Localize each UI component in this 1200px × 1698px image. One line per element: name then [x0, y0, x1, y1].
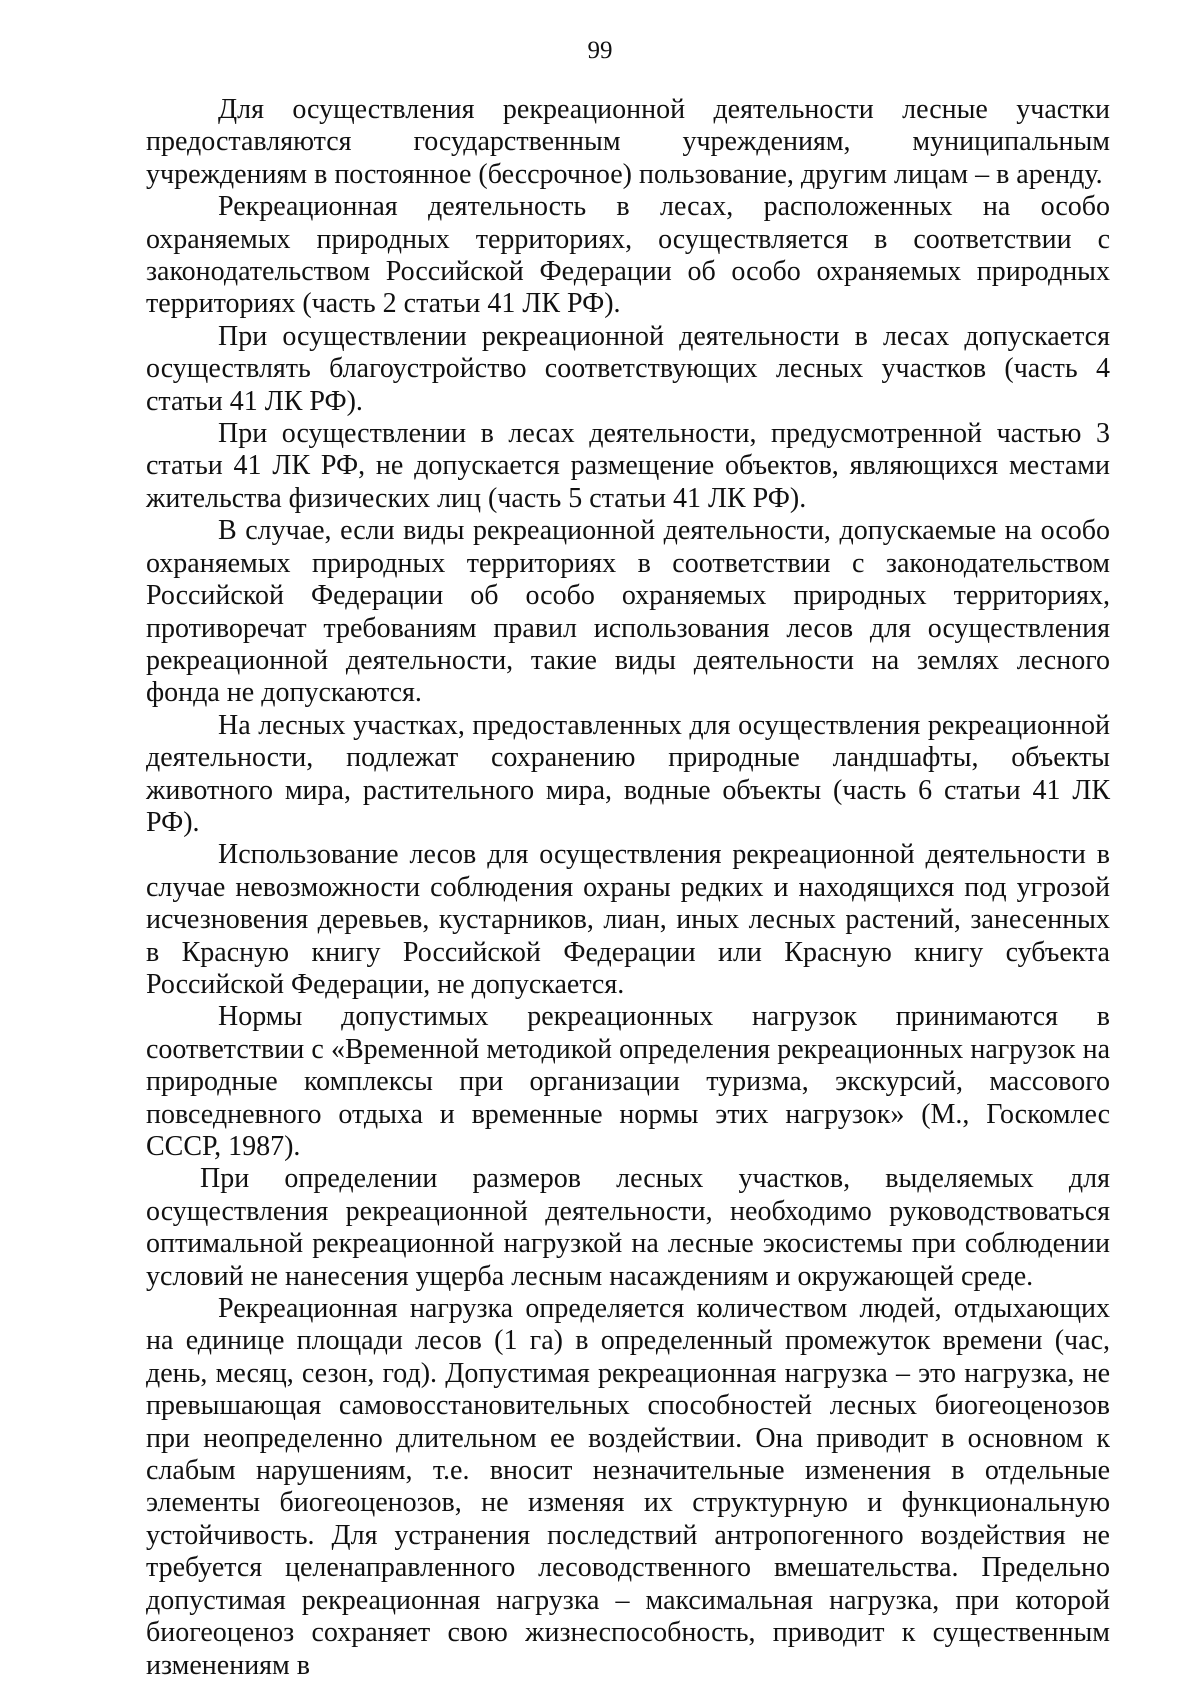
paragraph: Использование лесов для осуществления рекреационной деятельности в случае невозможности соблюдения охраны редких и находящихся под угрозой исчезновения деревьев, кустарников, лиан, иных лесных растений, занесенных в Красную книгу Российской Федерации или Красную книгу субъекта Российской Федерации, не допускается.: [146, 839, 1110, 1000]
paragraph: При осуществлении рекреационной деятельности в лесах допускается осуществлять благоустройство соответствующих лесных участков (часть 4 статьи 41 ЛК РФ).: [146, 320, 1110, 417]
paragraph: Для осуществления рекреационной деятельности лесные участки предоставляются государственным учреждениям, муниципальным учреждениям в постоянное (бессрочное) пользование, другим лицам – в аренду.: [146, 94, 1110, 190]
paragraph: Рекреационная деятельность в лесах, расположенных на особо охраняемых природных территориях, осуществляется в соответствии с законодательством Российской Федерации об особо охраняемых природных территориях (часть 2 статьи 41 ЛК РФ).: [146, 191, 1110, 320]
paragraph: В случае, если виды рекреационной деятельности, допускаемые на особо охраняемых природных территориях в соответствии с законодательством Российской Федерации об особо охраняемых природных территориях, противоречат требованиям правил использования лесов для осуществления рекреационной деятельности, такие виды деятельности на землях лесного фонда не допускаются.: [146, 515, 1110, 709]
paragraph: На лесных участках, предоставленных для осуществления рекреационной деятельности, подлежат сохранению природные ландшафты, объекты животного мира, растительного мира, водные объекты (часть 6 статьи 41 ЛК РФ).: [146, 709, 1110, 838]
page-number: 99: [587, 37, 613, 64]
paragraph: Рекреационная нагрузка определяется количеством людей, отдыхающих на единице площади лесов (1 га) в определенный промежуток времени (час, день, месяц, сезон, год). Допустимая рекреационная нагрузка – это нагрузка, не превышающая самовосстановительных способностей лесных биогеоценозов при неопределенно длительном ее воздействии. Она приводит в основном к слабым нарушениям, т.е. вносит незначительные изменения в отдельные элементы биогеоценозов, не изменяя их структурную и функциональную устойчивость. Для устранения последствий антропогенного воздействия не требуется целенаправленного лесоводственного вмешательства. Предельно допустимая рекреационная нагрузка – максимальная нагрузка, при которой биогеоценоз сохраняет свою жизнеспособность, приводит к существенным изменениям в: [146, 1293, 1110, 1681]
paragraph: При определении размеров лесных участков, выделяемых для осуществления рекреационной деятельности, необходимо руководствоваться оптимальной рекреационной нагрузкой на лесные экосистемы при соблюдении условий не нанесения ущерба лесным насаждениям и окружающей среде.: [146, 1163, 1110, 1292]
paragraph: Нормы допустимых рекреационных нагрузок принимаются в соответствии с «Временной методикой определения рекреационных нагрузок на природные комплексы при организации туризма, экскурсий, массового повседневного отдыха и временные нормы этих нагрузок» (М., Госкомлес СССР, 1987).: [146, 1001, 1110, 1162]
document-body: [146, 94, 1110, 1682]
paragraph: При осуществлении в лесах деятельности, предусмотренной частью 3 статьи 41 ЛК РФ, не допускается размещение объектов, являющихся местами жительства физических лиц (часть 5 статьи 41 ЛК РФ).: [146, 418, 1110, 514]
